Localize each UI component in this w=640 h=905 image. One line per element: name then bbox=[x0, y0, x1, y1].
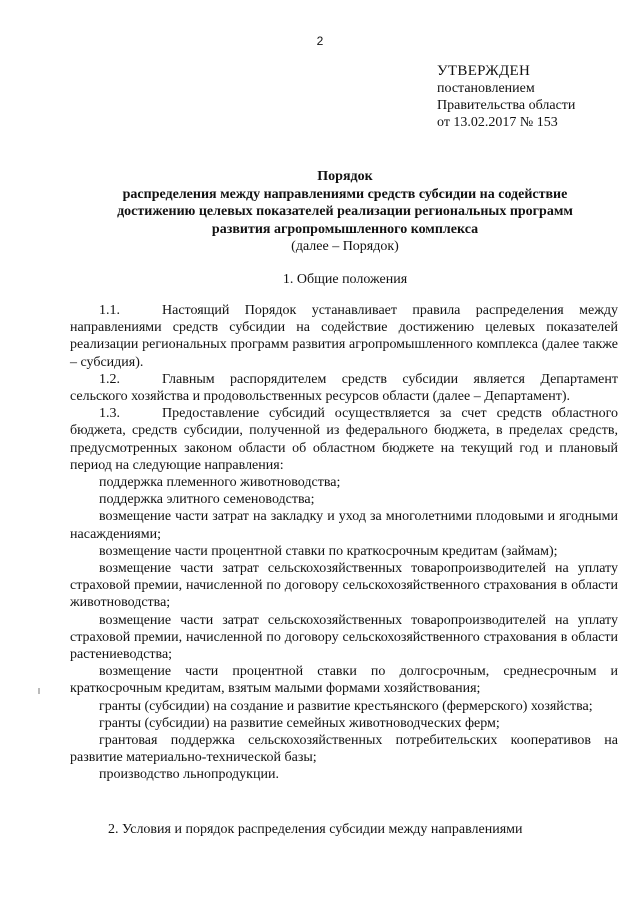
paragraph bbox=[70, 302, 618, 371]
approval-line: Правительства области bbox=[437, 98, 576, 113]
paragraph-text: Предоставление субсидий осуществляется за счет средств областного бюджета, средств субсидии, полученной из федерального бюджета, в пределах средств, предусмотренных законом области об областном бюджете на текущий год и плановый период на следующие направления: bbox=[70, 406, 618, 473]
title-line: распределения между направлениями средств субсидии на содействие bbox=[122, 186, 568, 202]
section-heading: 1. Общие положения bbox=[282, 272, 408, 287]
paragraph-number: 1.3. bbox=[99, 406, 120, 422]
list-item: гранты (субсидии) на развитие семейных животноводческих ферм; bbox=[99, 715, 500, 731]
paragraph bbox=[70, 405, 618, 474]
list-item: возмещение части затрат сельскохозяйственных товаропроизводителей на уплату страховой премии, начисленной по договору сельскохозяйственного страхования в области растениеводства; bbox=[70, 612, 618, 663]
list-item: возмещение части затрат сельскохозяйственных товаропроизводителей на уплату страховой премии, начисленной по договору сельскохозяйственного страхования в области животноводства; bbox=[70, 561, 618, 611]
scan-mark bbox=[38, 688, 40, 694]
section-heading: 2. Условия и порядок распределения субсидии между направлениями bbox=[108, 822, 523, 837]
document-title bbox=[70, 168, 620, 256]
title-line: развития агропромышленного комплекса bbox=[211, 221, 479, 237]
list-item: возмещение части процентной ставки по краткосрочным кредитам (займам); bbox=[99, 543, 558, 559]
list-item: производство льнопродукции. bbox=[99, 767, 279, 783]
paragraph-text: Настоящий Порядок устанавливает правила распределения между направлениями средств субсидии на содействие достижению целевых показателей реализации региональных программ развития агропромышленного комплекса (далее также – субсидия). bbox=[70, 303, 618, 370]
paragraph-text: Главным распорядителем средств субсидии является Департамент сельского хозяйства и продовольственных ресурсов области (далее – Департамент). bbox=[70, 371, 618, 405]
title-subline: (далее – Порядок) bbox=[291, 239, 399, 254]
list-item: возмещение части затрат на закладку и уход за многолетними плодовыми и ягодными насаждениями; bbox=[70, 509, 618, 542]
list-item: возмещение части процентной ставки по долгосрочным, среднесрочным и краткосрочным кредитам, взятым малыми формами хозяйствования; bbox=[70, 664, 618, 697]
paragraph-number: 1.1. bbox=[99, 303, 120, 318]
list-item: поддержка племенного животноводства; bbox=[99, 475, 341, 491]
list-item: гранты (субсидии) на создание и развитие крестьянского (фермерского) хозяйства; bbox=[99, 698, 593, 714]
approval-stamp bbox=[437, 63, 575, 131]
paragraph bbox=[70, 371, 618, 405]
approval-title: УТВЕРЖДЕН bbox=[437, 63, 531, 79]
list-item: поддержка элитного семеноводства; bbox=[99, 492, 315, 508]
paragraph-number: 1.2. bbox=[99, 371, 120, 387]
approval-line: постановлением bbox=[437, 81, 535, 96]
approval-date: от 13.02.2017 № 153 bbox=[437, 115, 558, 130]
section-body bbox=[70, 302, 618, 784]
title-line: достижению целевых показателей реализации региональных программ bbox=[117, 204, 573, 219]
page-number: 2 bbox=[316, 34, 324, 48]
title-line: Порядок bbox=[317, 169, 373, 184]
list-item: грантовая поддержка сельскохозяйственных потребительских кооперативов на развитие материально-технической базы; bbox=[70, 733, 618, 766]
